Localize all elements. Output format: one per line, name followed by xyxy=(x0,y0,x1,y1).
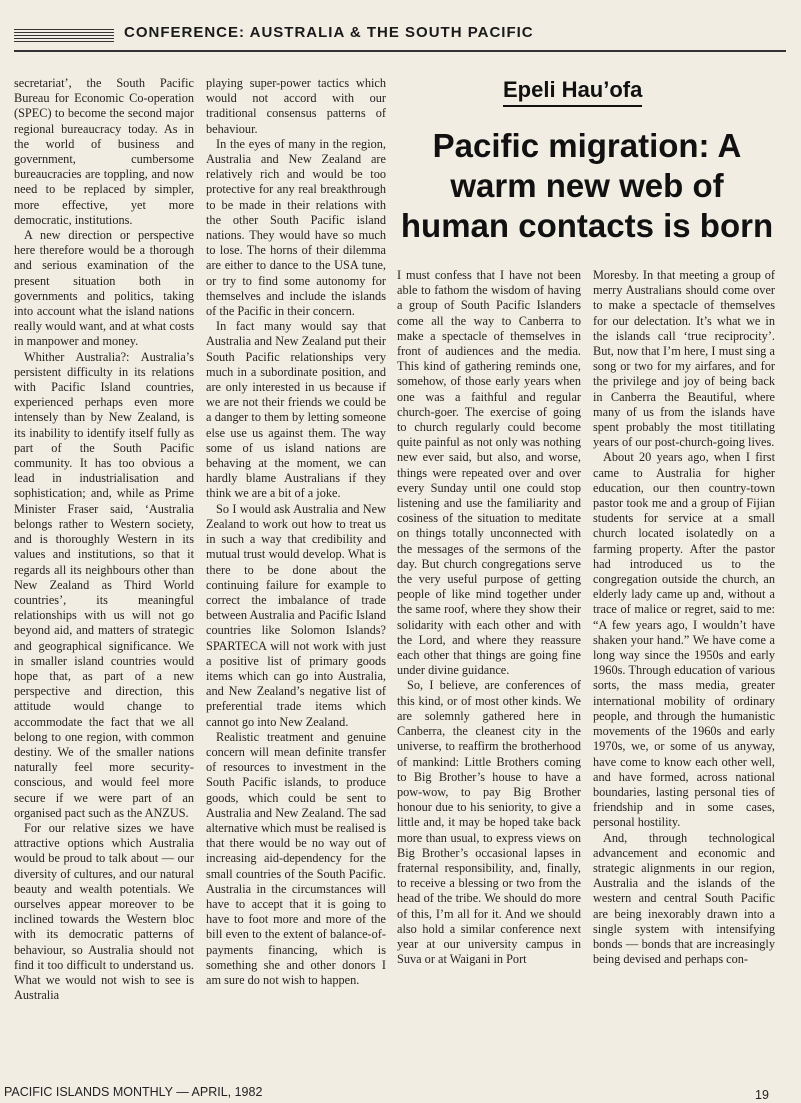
column-1 xyxy=(14,76,194,1076)
paragraph: In fact many would say that Australia and New Zealand put their South Pacific relationships very much in a subordinate position, and are only interested in us because if we are not their friends we could be a danger to them by letting someone else use us against them. The way some of us island nations are behaving at the moment, we can hardly blame Australians if they think we are a bit of a joke. xyxy=(206,319,386,501)
paragraph: secretariat’, the South Pacific Bureau for Economic Co-operation (SPEC) to become the second major regional bureaucracy today. As in the world of business and government, cumbersome bureaucracies are toppling, and now need to be replaced by simpler, more effective, yet more democratic, institutions. xyxy=(14,76,194,227)
paragraph: A new direction or perspective here therefore would be a thorough and serious examination of the present situation both in governments and politics, taking into account what the island nations really would want, and at what costs in manpower and money. xyxy=(14,228,194,349)
header-divider xyxy=(14,50,786,52)
column-3 xyxy=(397,268,581,1076)
paragraph: About 20 years ago, when I first came to Australia for higher education, our then country-town pastor took me and a group of Fijian students for service at a small church located isolatedly on a farming property. After the pastor had introduced us to the congregation outside the church, an elderly lady came up and, without a trace of malice or regret, said to me: “A few years ago, I wouldn’t have shaken your hand.” We have come a long way since the 1950s and early 1960s. Through education of various sorts, the mass media, greater international mobility of ordinary people, and through the humanistic movements of the 1960s and early 1970s, we, or some of us anyway, have come to know each other well, and have formed, across national boundaries, lasting personal ties of friendship and in some cases, personal hostility. xyxy=(593,450,775,830)
section-header xyxy=(14,20,786,52)
paragraph: So, I believe, are conferences of this kind, or of most other kinds. We are solemnly gathered here in Canberra, the cleanest city in the universe, to reaffirm the brotherhood of mankind: Little Brothers coming to Big Brother’s house to have a pow-wow, to pay Big Brother honour due to his seniority, to give a little and, it may be hoped take back more than usual, to express views on Big Brother’s occasional lapses in fraternal responsibility, and, finally, to receive a blessing or two from the head of the tribe. We should do more of this, I’m all for it. And we should also hold a similar conference next year at our university campus in Suva or at Waigani in Port xyxy=(397,678,581,967)
paragraph: I must confess that I have not been able to fathom the wisdom of having a group of South Pacific Islanders come all the way to Canberra to make a spectacle of themselves in front of audiences and the media. This kind of gathering reminds one, somehow, of those early years when one was a faithful and regular church-goer. The exercise of going to church regularly could become quite painful as not only was nothing new ever said, but also, and worse, things were repeated over and over every Sunday until one could stop listening and use the familiarity and cosiness of the situation to meditate on things totally unconnected with the messages of the sermons of the day. But church congregations serve the very useful purpose of getting people of like mind together under the same roof, where they show their solidarity with each other and with the Lord, and where they reassure each other that things are going fine under divine guidance. xyxy=(397,268,581,678)
article-headline: Pacific migration: A warm new web of human contacts is born xyxy=(400,127,774,244)
column-2 xyxy=(206,76,386,1076)
paragraph: playing super-power tactics which would not accord with our traditional consensus patterns of behaviour. xyxy=(206,76,386,136)
header-rule-lines xyxy=(14,29,114,43)
paragraph: In the eyes of many in the region, Australia and New Zealand are relatively rich and would be too protective for any real breakthrough to be made in their relations with the other South Pacific island nations. They would have so much to lose. The horns of their dilemma are either to dance to the USA tune, or try to find some autonomy for themselves and include the islands of the Pacific in their concern. xyxy=(206,136,386,319)
section-title: CONFERENCE: AUSTRALIA & THE SOUTH PACIFIC xyxy=(124,24,534,41)
paragraph: Moresby. In that meeting a group of merry Australians should come over to make a spectacle of themselves for our delectation. It’s what we in the islands call ‘true reciprocity’. But, now that I’m here, I must sing a song or two for my airfares, and for the privilege and joy of being back in Canberra the Beautiful, where many of us from the islands have spent probably the most titillating years of our post-church-going lives. xyxy=(593,268,775,450)
publication-footer: PACIFIC ISLANDS MONTHLY — APRIL, 1982 xyxy=(4,1085,263,1099)
article-author: Epeli Hau’ofa xyxy=(503,77,642,107)
column-4 xyxy=(593,268,775,1076)
paragraph: Realistic treatment and genuine concern will mean definite transfer of resources to investment in the South Pacific islands, to produce goods, which could be sent to Australia and New Zealand. The sad alternative which must be realised is that there would be no way out of increasing aid-dependency for the small countries of the South Pacific. Australia in the circumstances will have to accept that it is going to have to foot more and more of the bill even to the extent of balance-of-payments financing, which is something she and other donors I am sure do not wish to happen. xyxy=(206,729,386,987)
page-number: 19 xyxy=(755,1088,769,1102)
paragraph: Whither Australia?: Australia’s persistent difficulty in its relations with Pacific Island countries, experienced perhaps even more intensely than by New Zealand, is its inability to identify itself fully as part of the South Pacific community. It has too obvious a lead in industrialisation and sophistication; and, while as Prime Minister Fraser said, ‘Australia belongs rather to Western society, and is thoroughly Western in its values and institutions, so that it regards all its neighbours other than New Zealand as Third World countries’, its meaningful relationships with us will not go beyond aid, and matters of strategic and geographical significance. We in smaller island countries would hope that, as part of a new perspective and direction, this attitude would change to accommodate the fact that we all belong to one region, with common destiny. We of the smaller nations naturally feel more security-conscious, and would feel more secure if we were part of an organised pact such as the ANZUS. xyxy=(14,349,194,820)
paragraph: And, through technological advancement and economic and strategic alignments in our region, Australia and the islands of the western and central South Pacific are being inexorably drawn into a single system with intensifying bonds — bonds that are increasingly being devised and perhaps con- xyxy=(593,830,775,967)
paragraph: For our relative sizes we have attractive options which Australia would be proud to talk about — our diversity of cultures, and our natural beauty and wealth potentials. We ourselves appear moreover to be inclined towards the Western bloc with its democratic patterns of behaviour, so Australia should not find it too difficult to understand us. What we would not wish to see is Australia xyxy=(14,820,194,1003)
paragraph: So I would ask Australia and New Zealand to work out how to treat us in such a way that credibility and mutual trust would develop. What is there to be done about the continuing failure for example to correct the imbalance of trade between Australia and Pacific Island countries like Solomon Islands? SPARTECA will not work with just a positive list of primary goods items which can go into Australia, and New Zealand’s negative list of preferential trade items which cannot go into New Zealand. xyxy=(206,501,386,729)
